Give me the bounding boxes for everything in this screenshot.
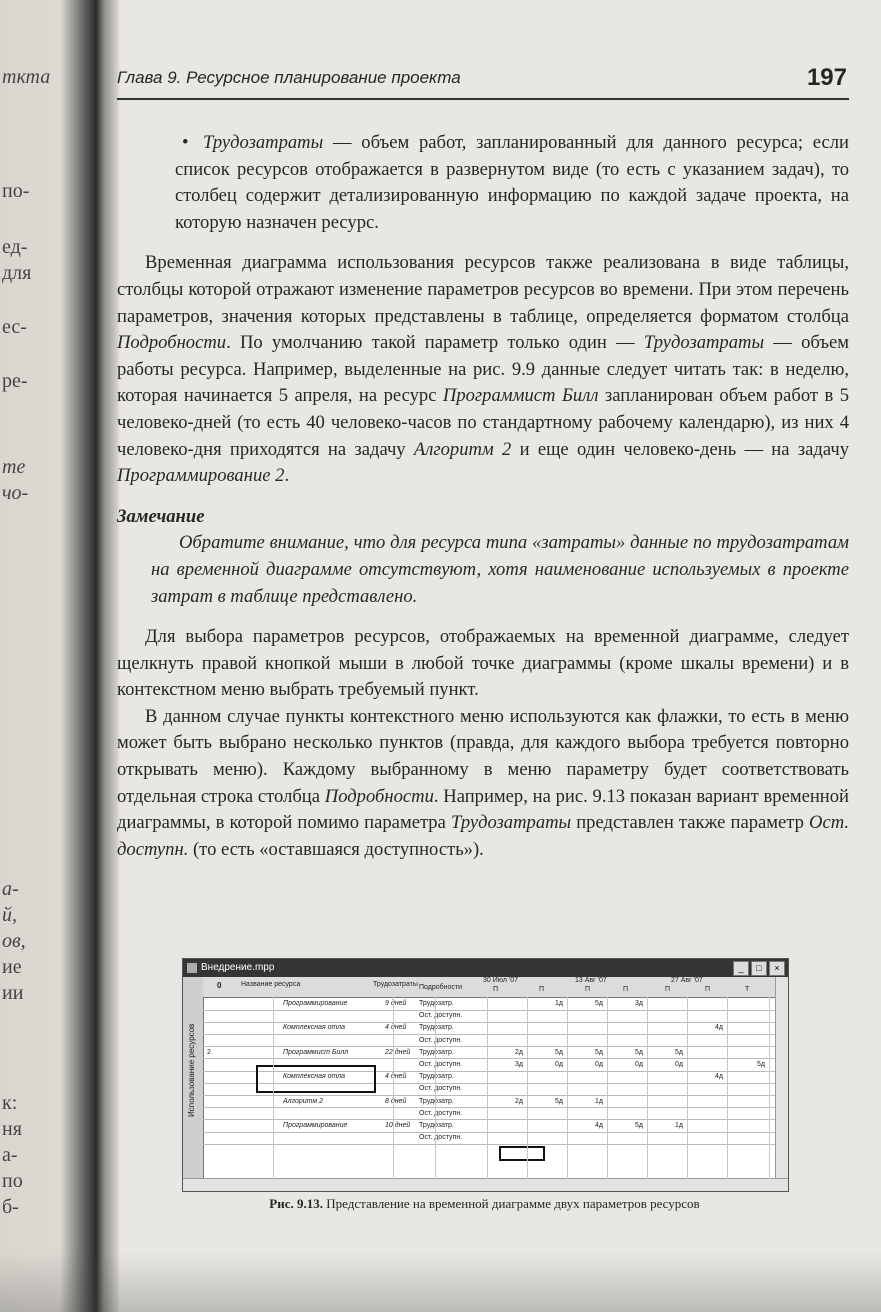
note-heading: Замечание xyxy=(117,505,205,527)
page-number: 197 xyxy=(806,64,847,91)
italic-term: Трудозатраты xyxy=(450,812,572,834)
grid-header xyxy=(203,977,776,998)
table-row[interactable] xyxy=(203,998,776,1011)
work-cell: 4 дней xyxy=(385,1073,407,1081)
table-row[interactable] xyxy=(203,1120,776,1133)
grid-line xyxy=(607,997,608,1179)
table-row[interactable] xyxy=(203,1047,776,1060)
prev-fragment: по- xyxy=(2,180,30,202)
italic-term: Трудозатраты xyxy=(643,332,765,354)
view-label: Использование ресурсов xyxy=(187,1023,196,1117)
text-run: запланирован объем работ в 5 человеко-дней (то есть 40 человеко-часов по стандартному рабочему календарю), из них 4 человеко-дня приходятся на задачу xyxy=(117,385,849,460)
timescale-day: П xyxy=(585,986,591,993)
detail-label-cell: Ост. доступн. xyxy=(419,1012,463,1020)
timephased-value-cell: 5д xyxy=(675,1048,683,1056)
timescale-day: П xyxy=(623,986,629,993)
selected-resource-box xyxy=(256,1065,376,1093)
timescale-week: 13 Авг '07 xyxy=(575,977,607,984)
work-cell: 9 дней xyxy=(385,1000,407,1007)
text-run: (то есть «оставшаяся доступность»). xyxy=(188,838,484,860)
italic-term: Программирование 2 xyxy=(117,465,285,487)
grid-line xyxy=(527,997,528,1179)
page-bottom-shadow xyxy=(0,1252,881,1312)
timephased-value-cell: 4д xyxy=(595,1122,603,1129)
detail-label-cell: Трудозатр. xyxy=(419,1048,454,1056)
bullet-term: Трудозатраты xyxy=(203,132,324,153)
timephased-value-cell: 5д xyxy=(635,1122,643,1129)
timephased-value-cell: 5д xyxy=(555,1048,563,1056)
bullet-item xyxy=(117,130,849,236)
page-body xyxy=(117,130,849,863)
detail-label-cell: Ост. доступн. xyxy=(419,1134,463,1142)
minimize-icon[interactable]: _ xyxy=(733,961,749,976)
timephased-value-cell: 1д xyxy=(595,1097,603,1105)
grid-line xyxy=(273,997,274,1179)
grid-line xyxy=(769,997,770,1179)
table-row[interactable] xyxy=(203,1096,776,1109)
vertical-scrollbar[interactable] xyxy=(775,977,788,1179)
timephased-value-cell: 4д xyxy=(715,1024,723,1032)
window-controls xyxy=(733,961,785,976)
prev-fragment: по xyxy=(2,1170,23,1192)
timescale-week: 27 Авг '07 xyxy=(671,977,703,984)
row-number: 2 xyxy=(207,1048,211,1056)
detail-label-cell: Ост. доступн. xyxy=(419,1061,463,1068)
grid-line xyxy=(393,997,394,1179)
detail-label-cell: Ост. доступн. xyxy=(419,1109,463,1117)
table-row[interactable] xyxy=(203,1035,776,1048)
text-run: и еще один человеко-день — на задачу xyxy=(511,438,849,460)
paragraph-1 xyxy=(117,250,849,489)
timephased-value-cell: 3д xyxy=(515,1061,523,1068)
italic-term: Подробности xyxy=(324,785,434,807)
grid-line xyxy=(435,997,436,1179)
prev-fragment: ткта xyxy=(2,66,51,88)
text-run: представлен также параметр xyxy=(571,812,810,834)
paragraph-2: Для выбора параметров ресурсов, отображаемых на временной диаграмме, следует щелкнуть правой кнопкой мыши в любой точке диаграммы (кроме шкалы времени) и в контекстном меню выбрать требуемый пункт. xyxy=(117,626,849,701)
timescale-day: П xyxy=(705,986,711,993)
resource-name-cell: Комплексная отла xyxy=(283,1024,346,1032)
detail-label-cell: Ост. доступн. xyxy=(419,1085,463,1093)
table-row[interactable] xyxy=(203,1010,776,1023)
timephased-value-cell: 1д xyxy=(555,1000,563,1007)
timephased-value-cell: 5д xyxy=(595,1048,603,1056)
resource-name-cell: Программирование xyxy=(283,1122,348,1129)
timephased-value-cell: 4д xyxy=(715,1073,723,1081)
prev-fragment: ре- xyxy=(2,370,28,392)
prev-fragment: й, xyxy=(2,904,17,926)
work-cell: 4 дней xyxy=(385,1024,407,1032)
prev-fragment: а- xyxy=(2,1144,18,1166)
prev-fragment: те xyxy=(2,456,26,478)
timescale-week: 30 Июл '07 xyxy=(483,977,519,984)
caption-number: Рис. 9.13. xyxy=(269,1196,323,1211)
bullet-dot-icon: • xyxy=(182,132,189,153)
timephased-value-cell: 0д xyxy=(595,1061,603,1068)
timephased-value-cell: 0д xyxy=(555,1061,563,1068)
italic-term: Подробности xyxy=(117,332,227,354)
table-row[interactable] xyxy=(203,1108,776,1121)
timephased-value-cell: 1д xyxy=(675,1122,683,1129)
text-run: В данном случае пункты контекстного меню используются как флажки, то есть в меню может быть выбрано несколько пунктов (правда, для каждого выбора требуется повторно открывать меню). Каждому выбранному в меню параметру будет соответствовать отдельная строка столбца xyxy=(117,705,849,807)
selected-cell[interactable] xyxy=(499,1146,545,1161)
prev-fragment: чо- xyxy=(2,482,29,504)
timescale-day: П xyxy=(493,986,499,993)
caption-text: Представление на временной диаграмме двух параметров ресурсов xyxy=(323,1196,700,1211)
detail-label-cell: Трудозатр. xyxy=(419,1073,454,1081)
grid-line xyxy=(647,997,648,1179)
text-run: . xyxy=(284,465,290,487)
timephased-value-cell: 2д xyxy=(515,1048,523,1056)
text-run: . Например, на рис. 9.13 показан вариант временной диаграммы, в которой помимо параметра xyxy=(117,785,849,834)
prev-fragment: ед- xyxy=(2,236,28,258)
timescale-day: П xyxy=(539,986,545,993)
grid-line xyxy=(567,997,568,1179)
table-row[interactable] xyxy=(203,1022,776,1035)
prev-fragment: а- xyxy=(2,878,19,900)
timescale-day: Т xyxy=(745,986,750,993)
paragraph-3 xyxy=(117,704,849,864)
close-icon[interactable]: × xyxy=(769,961,785,976)
prev-fragment: ие xyxy=(2,956,22,978)
horizontal-scrollbar[interactable] xyxy=(183,1178,788,1191)
resource-name-cell: Программирование xyxy=(283,1000,348,1007)
italic-term: Алгоритм 2 xyxy=(413,438,512,460)
view-bar xyxy=(183,977,204,1179)
timephased-value-cell: 5д xyxy=(555,1097,563,1105)
grid-line xyxy=(687,997,688,1179)
prev-fragment: ес- xyxy=(2,316,27,338)
figure-caption xyxy=(182,1196,787,1212)
window-titlebar xyxy=(183,959,788,977)
work-cell: 22 дней xyxy=(385,1048,411,1056)
detail-label-cell: Трудозатр. xyxy=(419,1024,454,1032)
timephased-value-cell: 5д xyxy=(595,1000,603,1007)
timephased-value-cell: 5д xyxy=(757,1061,765,1068)
chapter-title: Глава 9. Ресурсное планирование проекта xyxy=(117,68,461,87)
prev-fragment: б- xyxy=(2,1196,19,1218)
detail-label-cell: Ост. доступн. xyxy=(419,1036,463,1044)
running-header xyxy=(117,64,849,100)
detail-label-cell: Трудозатр. xyxy=(419,1000,454,1007)
table-row[interactable] xyxy=(203,1132,776,1145)
work-column-header[interactable]: Трудозатраты xyxy=(373,981,418,988)
app-icon xyxy=(187,963,197,973)
resource-name-cell: Комплексная отла xyxy=(283,1073,346,1081)
note-text: Обратите внимание, что для ресурса типа «затраты» данные по трудозатратам на временной диаграмме отсутствуют, хотя наименование используемых в проекте затрат в таблице представлено. xyxy=(151,532,849,607)
timephased-value-cell: 5д xyxy=(635,1048,643,1056)
timephased-value-cell: 2д xyxy=(515,1097,523,1105)
window-title: Внедрение.mpp xyxy=(201,962,275,973)
resource-name-cell: Алгоритм 2 xyxy=(283,1097,324,1105)
timephased-value-cell: 0д xyxy=(635,1061,643,1068)
grid-line xyxy=(487,997,488,1179)
text-run: — объем работы ресурса. Например, выделенные на рис. 9.9 данные следует читать так: в неделю, которая начинается 5 апреля, на ресурс xyxy=(117,332,849,407)
info-column-header: 0 xyxy=(217,981,222,990)
prev-fragment: ии xyxy=(2,982,24,1004)
details-column-header[interactable]: Подробности xyxy=(419,984,463,991)
italic-term: Программист Билл xyxy=(442,385,599,407)
text-run: Временная диаграмма использования ресурсов также реализована в виде таблицы, столбцы которой отражают изменение параметров ресурсов во времени. При этом перечень параметров, значения которых представлены в таблице, определяется форматом столбца xyxy=(117,252,849,327)
grid-line xyxy=(727,997,728,1179)
prev-fragment: ов, xyxy=(2,930,26,952)
timephased-value-cell: 3д xyxy=(635,1000,643,1007)
timescale-day: П xyxy=(665,986,671,993)
detail-label-cell: Трудозатр. xyxy=(419,1122,454,1129)
italic-term: Ост. доступн. xyxy=(117,812,849,860)
resource-name-cell: Программист Билл xyxy=(283,1048,349,1056)
timephased-value-cell: 0д xyxy=(675,1061,683,1068)
name-column-header[interactable]: Название ресурса xyxy=(241,981,301,988)
prev-fragment: к: xyxy=(2,1092,18,1114)
work-cell: 8 дней xyxy=(385,1097,407,1105)
maximize-icon[interactable]: □ xyxy=(751,961,767,976)
detail-label-cell: Трудозатр. xyxy=(419,1097,454,1105)
figure-screenshot xyxy=(182,958,789,1192)
work-cell: 10 дней xyxy=(385,1122,411,1129)
text-run: . По умолчанию такой параметр только один — xyxy=(226,332,644,354)
prev-fragment: ня xyxy=(2,1118,22,1140)
bullet-text: — объем работ, запланированный для данного ресурса; если список ресурсов отображается в развернутом виде (то есть с указанием задач), то столбец содержит детализированную информацию по каждой задаче проекта, на которую назначен ресурс. xyxy=(175,132,849,233)
prev-fragment: для xyxy=(2,262,32,284)
